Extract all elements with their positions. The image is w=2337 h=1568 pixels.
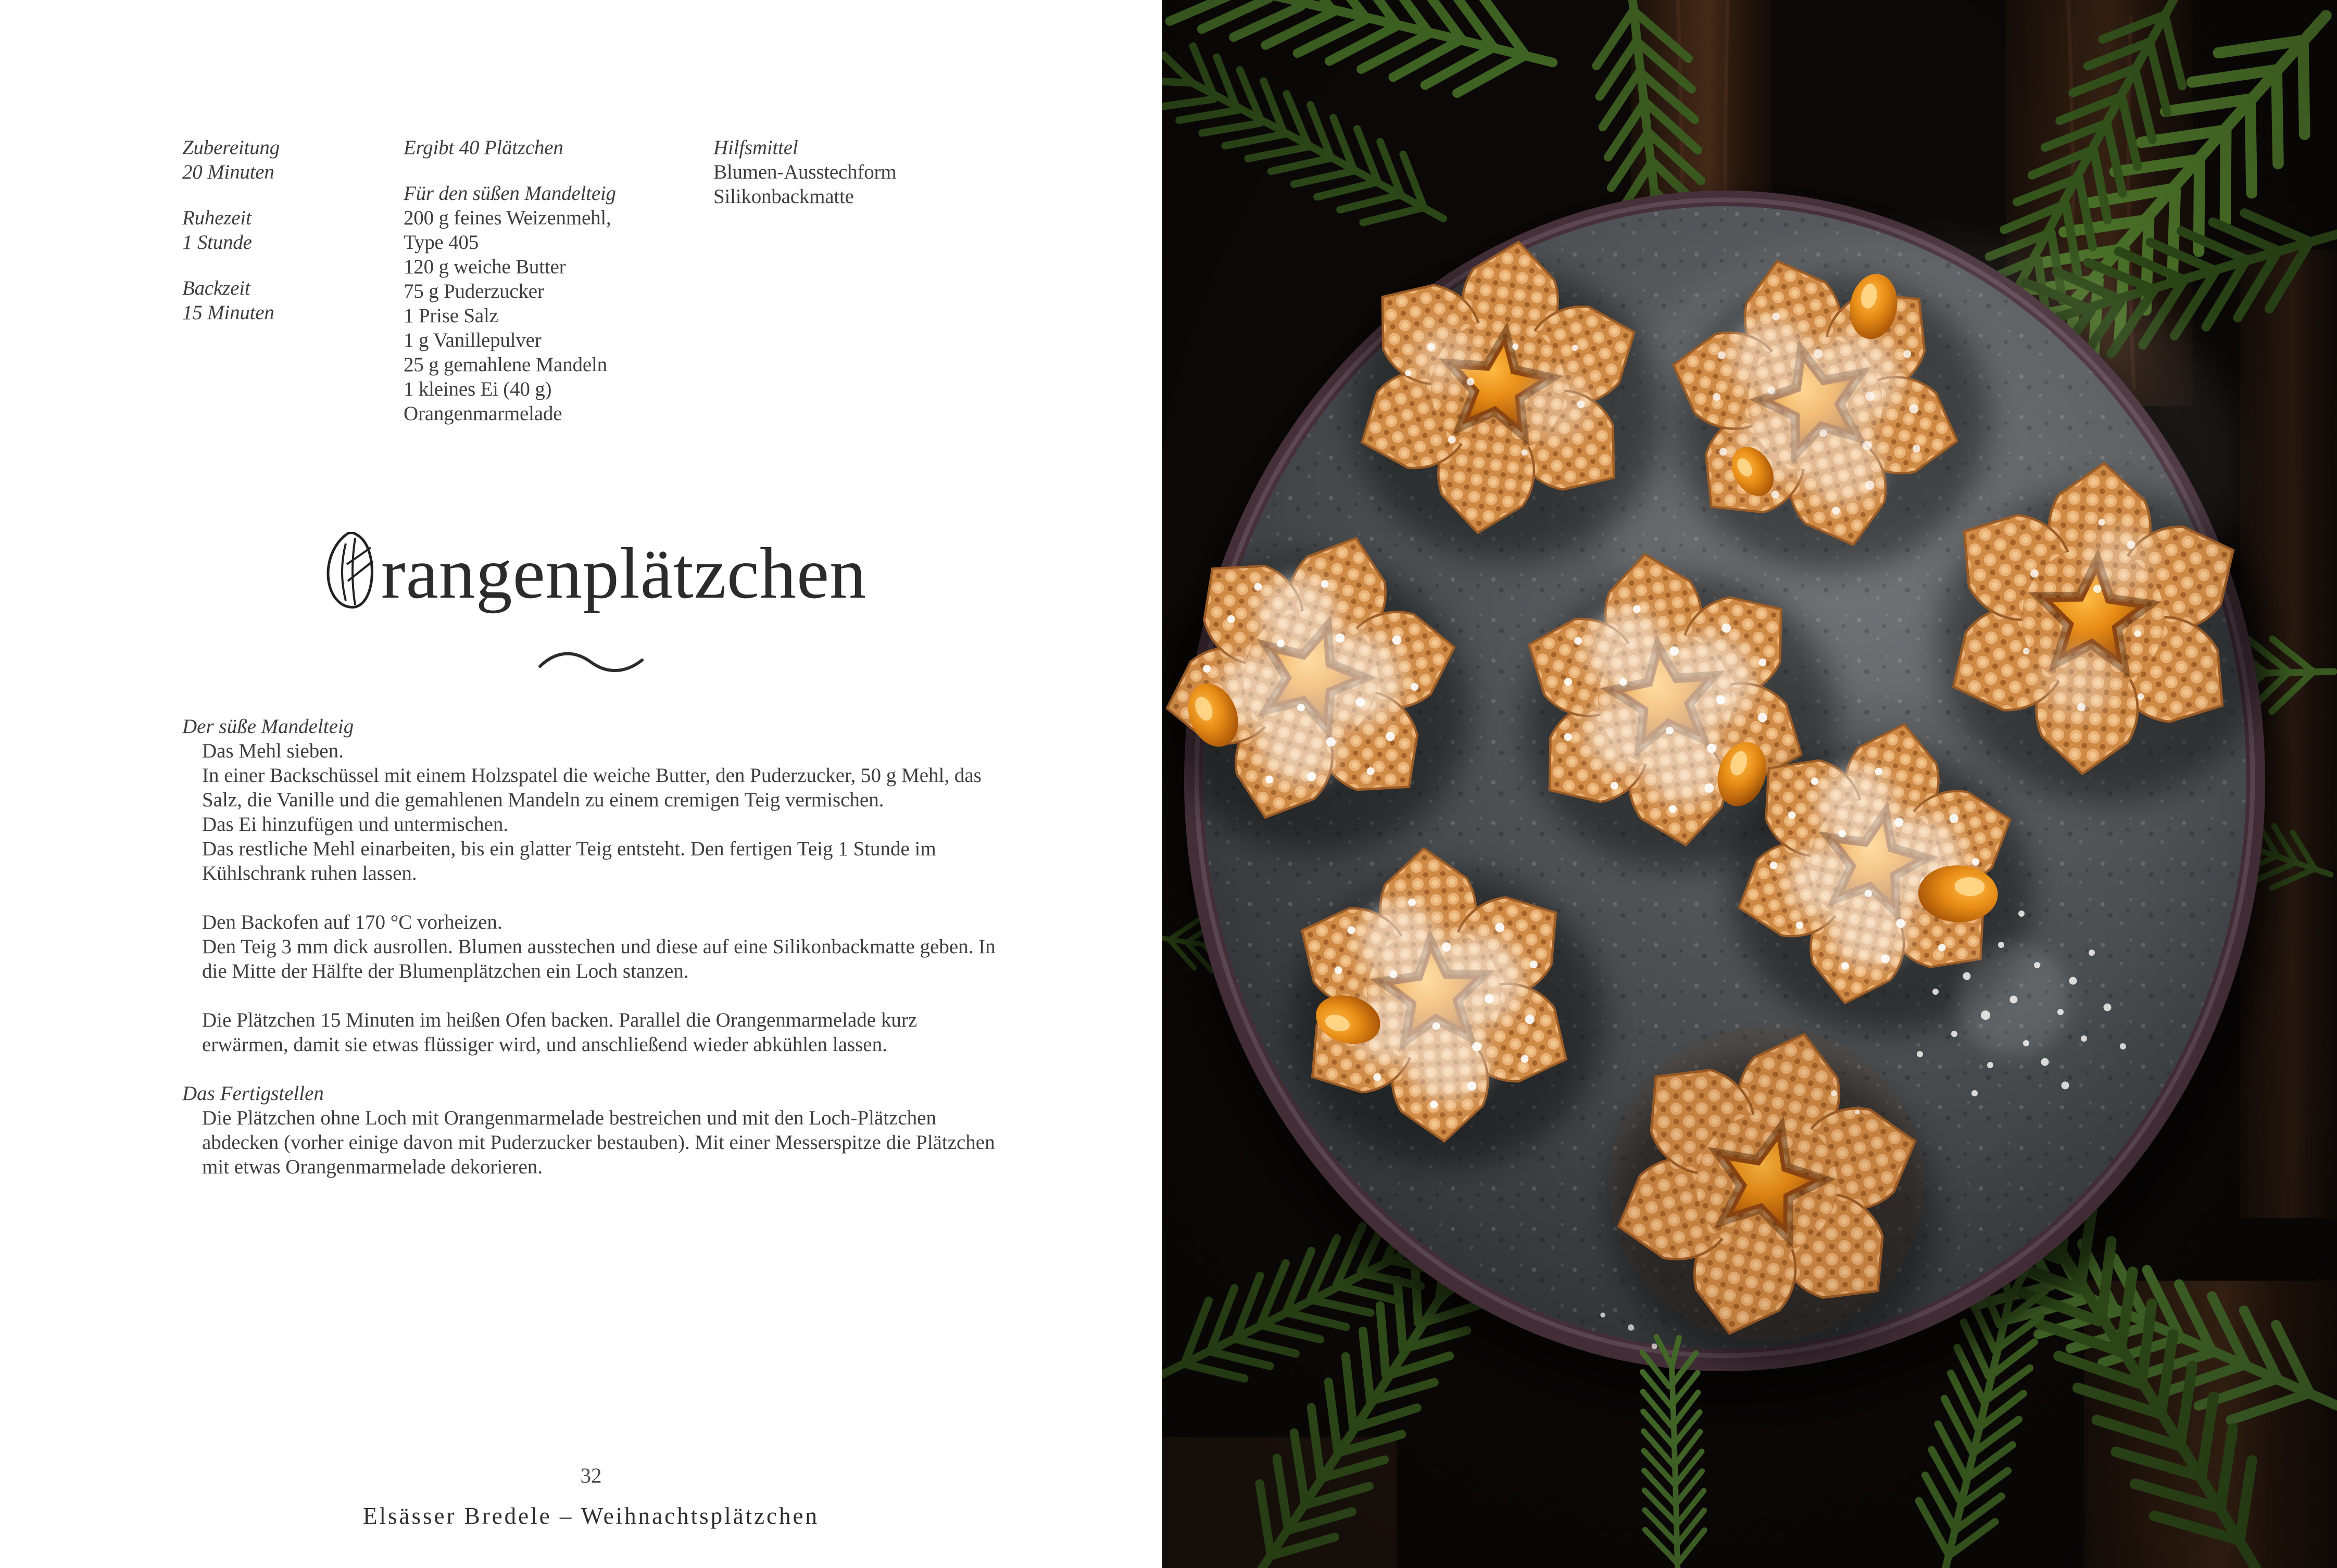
instruction-paragraph: Die Plätzchen 15 Minuten im heißen Ofen backen. Parallel die Orangenmarmelade kurz erwärmen, damit sie etwas flüssiger wird, und anschließend wieder abkühlen lassen. (202, 1009, 918, 1056)
instructions (182, 714, 999, 1179)
ingredient-line: 120 g weiche Butter (404, 256, 566, 278)
rest-time-label: Ruhezeit (182, 207, 252, 229)
instruction-paragraph: Das Mehl sieben. (202, 740, 344, 762)
tools-title: Hilfsmittel (713, 136, 798, 159)
dough-title: Für den süßen Mandelteig (404, 182, 616, 205)
ingredients-column (404, 135, 706, 426)
instruction-paragraph: In einer Backschüssel mit einem Holzspatel die weiche Butter, den Puderzucker, 50 g Mehl, das Salz, die Vanille und die gemahlenen Mandeln zu einem cremigen Teig vermischen. (202, 764, 982, 811)
instruction-paragraph: Den Teig 3 mm dick ausrollen. Blumen ausstechen und diese auf eine Silikonbackmatte geben. In die Mitte der Hälfte der Blumenplätzchen ein Loch stanzen. (202, 935, 996, 982)
rest-time-value: 1 Stunde (182, 231, 252, 254)
instruction-section (182, 1081, 999, 1179)
photo-vignette (1162, 0, 2337, 1568)
prep-info-column (182, 135, 391, 346)
bake-time (182, 276, 391, 325)
leaf-initial-icon (316, 532, 379, 610)
recipe-title (182, 532, 1000, 613)
instruction-section (182, 910, 999, 983)
bake-time-value: 15 Minuten (182, 301, 274, 324)
instruction-section (182, 714, 999, 886)
section-heading: Das Fertigstellen (182, 1082, 324, 1105)
ingredient-line: 75 g Puderzucker (404, 280, 544, 302)
recipe-photo-illustration (1162, 0, 2337, 1568)
prep-time-label: Zubereitung (182, 136, 280, 159)
prep-time-value: 20 Minuten (182, 161, 274, 183)
instruction-section (182, 1008, 999, 1057)
tool-line: Blumen-Ausstechform (713, 161, 897, 183)
divider (182, 644, 1000, 684)
instruction-paragraph: Den Backofen auf 170 °C vorheizen. (202, 911, 502, 933)
instruction-paragraph: Die Plätzchen ohne Loch mit Orangenmarmelade bestreichen und mit den Loch-Plätzchen abdecken (vorher einige davon mit Puderzucker bestauben). Mit einer Messerspitze die Plätzchen mit etwas Orangenmarmelade dekorieren. (202, 1107, 995, 1178)
ingredient-line: Orangenmarmelade (404, 402, 562, 425)
tilde-divider-icon (534, 644, 648, 681)
rest-time (182, 206, 391, 255)
ingredient-line: 25 g gemahlene Mandeln (404, 353, 607, 376)
page-number: 32 (580, 1463, 602, 1487)
ingredient-line: 1 kleines Ei (40 g) (404, 378, 552, 400)
ingredient-line: Type 405 (404, 231, 479, 254)
tool-line: Silikonbackmatte (713, 185, 854, 208)
instruction-paragraph: Das Ei hinzufügen und untermischen. (202, 813, 509, 836)
series-title: Elsässer Bredele – Weihnachtsplätzchen (362, 1503, 820, 1529)
instruction-paragraph: Das restliche Mehl einarbeiten, bis ein glatter Teig entsteht. Den fertigen Teig 1 Stunde im Kühlschrank ruhen lassen. (202, 838, 936, 884)
ingredient-line: 1 g Vanillepulver (404, 329, 542, 351)
prep-time (182, 135, 391, 184)
yield-line: Ergibt 40 Plätzchen (404, 136, 563, 159)
ingredient-line: 200 g feines Weizenmehl, (404, 207, 611, 229)
tools-column (713, 135, 1067, 209)
ingredient-line: 1 Prise Salz (404, 305, 498, 327)
section-heading: Der süße Mandelteig (182, 715, 354, 738)
recipe-photo (1162, 0, 2337, 1568)
recipe-title-text: rangenplätzchen (381, 533, 867, 614)
bake-time-label: Backzeit (182, 277, 250, 299)
